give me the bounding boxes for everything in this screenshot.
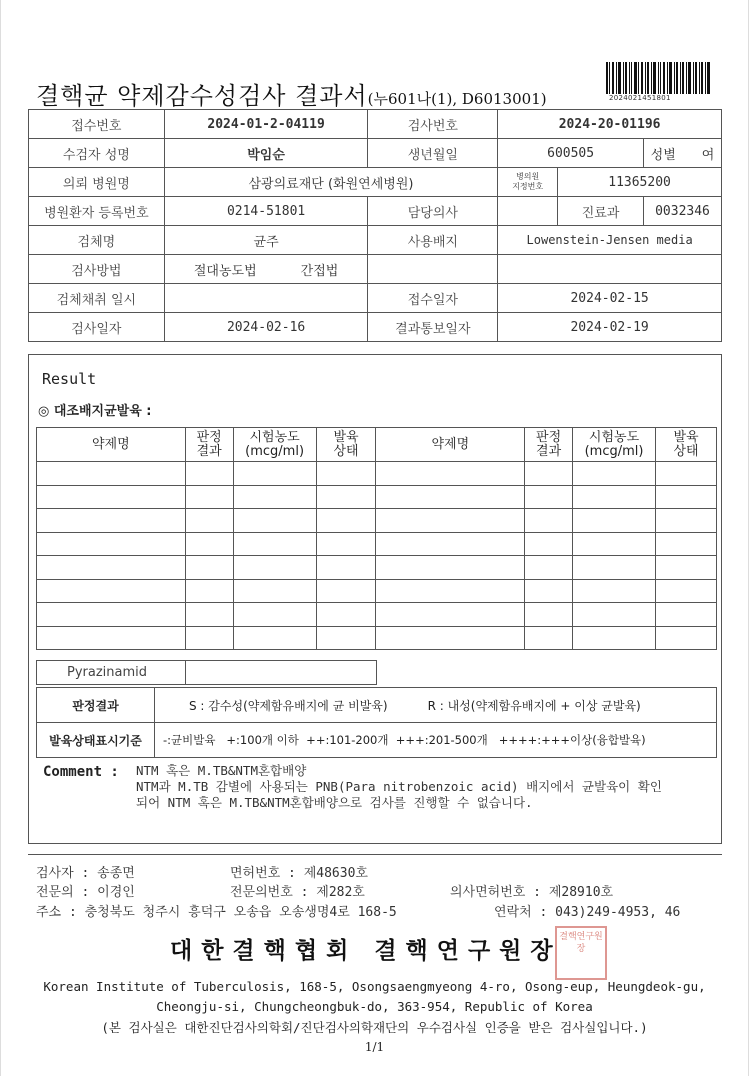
page-edge — [0, 0, 1, 1076]
specimen-value: 균주 — [164, 226, 368, 255]
drug-susceptibility-table — [36, 427, 717, 650]
header-drug: 약제명 — [376, 428, 525, 462]
barcode-number: 2024021451801 — [609, 94, 671, 102]
tester-license: 면허번호 : 제48630호 — [230, 866, 368, 881]
header-drug: 약제명 — [37, 428, 186, 462]
birth-date: 600505 — [498, 139, 644, 168]
receipt-no: 2024-01-2-04119 — [164, 110, 368, 139]
barcode — [606, 62, 712, 94]
hospital-name: 삼광의료재단 (화원연세병원) — [164, 168, 497, 197]
medium-label: 사용배지 — [368, 226, 498, 255]
doctor-license: 의사면허번호 : 제28910호 — [450, 885, 614, 900]
test-no-label: 검사번호 — [368, 110, 498, 139]
reg-no-label: 병원환자 등록번호 — [29, 197, 165, 226]
received-label: 접수일자 — [368, 284, 498, 313]
specialist-no: 전문의번호 : 제282호 — [230, 885, 365, 900]
official-seal: 결핵연구원장 — [555, 926, 607, 980]
legend-judge-text: S : 감수성(약제함유배지에 균 비발육) R : 내성(약제함유배지에 + 이상 균발육) — [155, 688, 717, 723]
header-conc: 시험농도 (mcg/ml) — [233, 428, 316, 462]
legend-table — [36, 687, 717, 758]
dept-value: 0032346 — [644, 197, 722, 226]
pyrazinamide-table — [36, 660, 377, 685]
address-en-2: Cheongju-si, Chungcheongbuk-do, 363-954, Republic of Korea — [156, 999, 593, 1014]
header-growth: 발육 상태 — [656, 428, 717, 462]
specialist: 전문의 : 이경인 — [36, 885, 135, 900]
dept-label: 진료과 — [558, 197, 644, 226]
header-growth: 발육 상태 — [316, 428, 376, 462]
contact: 연락처 : 043)249-4953, 46 — [494, 905, 681, 920]
birth-label: 생년월일 — [368, 139, 498, 168]
header-judge: 판정 결과 — [185, 428, 233, 462]
empty-cell — [498, 255, 722, 284]
method-label: 검사방법 — [29, 255, 165, 284]
sex-label: 성별 — [650, 147, 676, 163]
address-en-1: Korean Institute of Tuberculosis, 168-5, Osongsaengmyeong 4-ro, Osong-eup, Heungdeok-gu, — [43, 979, 706, 994]
table-row — [37, 485, 717, 509]
patient-name: 박임순 — [164, 139, 368, 168]
hospital-code-label: 병의원 지정번호 — [498, 168, 558, 197]
certification-note: (본 검사실은 대한진단검사의학회/진단검사의학재단의 우수검사실 인증을 받은 검사실입니다.) — [101, 1020, 648, 1035]
sex-cell — [644, 139, 722, 168]
empty-cell — [368, 255, 498, 284]
patient-info-table — [28, 109, 722, 342]
reg-no: 0214-51801 — [164, 197, 368, 226]
collect-label: 검체채취 일시 — [29, 284, 165, 313]
legend-judge-label: 판정결과 — [37, 688, 155, 723]
result-title: Result — [42, 370, 97, 388]
header-judge: 판정 결과 — [525, 428, 573, 462]
doctor-label: 담당의사 — [368, 197, 498, 226]
pyrazinamide-label: Pyrazinamid — [37, 661, 186, 685]
divider — [28, 854, 722, 855]
pyrazinamide-value — [185, 661, 376, 685]
table-row — [37, 532, 717, 556]
report-date-label: 결과통보일자 — [368, 313, 498, 342]
tester: 검사자 : 송종면 — [36, 866, 135, 881]
doctor-name — [498, 197, 558, 226]
comment-label: Comment : — [43, 764, 119, 780]
hospital-code: 11365200 — [558, 168, 722, 197]
table-row — [37, 462, 717, 486]
hospital-label: 의뢰 병원명 — [29, 168, 165, 197]
table-row — [37, 556, 717, 580]
table-row — [37, 626, 717, 650]
patient-name-label: 수검자 성명 — [29, 139, 165, 168]
legend-growth-label: 발육상태표시기준 — [37, 723, 155, 758]
medium-value: Lowenstein-Jensen media — [498, 226, 722, 255]
sex-value: 여 — [701, 147, 715, 163]
report-title: 결핵균 약제감수성검사 결과서(누601나(1), D6013001) — [36, 82, 547, 110]
control-growth-label: ◎ 대조배지균발육 : — [38, 404, 152, 419]
test-date: 2024-02-16 — [164, 313, 368, 342]
specimen-label: 검체명 — [29, 226, 165, 255]
table-row — [37, 603, 717, 627]
address: 주소 : 충청북도 청주시 흥덕구 오송읍 오송생명4로 168-5 — [36, 905, 397, 920]
receipt-no-label: 접수번호 — [29, 110, 165, 139]
report-date: 2024-02-19 — [498, 313, 722, 342]
table-row — [37, 579, 717, 603]
received-date: 2024-02-15 — [498, 284, 722, 313]
test-date-label: 검사일자 — [29, 313, 165, 342]
legend-growth-text: -:균비발육 +:100개 이하 ++:101-200개 +++:201-500개 ++++:+++이상(융합발육) — [155, 723, 717, 758]
table-row — [37, 509, 717, 533]
page-number: 1/1 — [364, 1040, 385, 1054]
organization-name: 대한결핵협회 결핵연구원장 — [170, 937, 562, 964]
test-no: 2024-20-01196 — [498, 110, 722, 139]
method-value: 절대농도법 간접법 — [164, 255, 368, 284]
comment-text: NTM 혹은 M.TB&NTM혼합배양 NTM과 M.TB 감별에 사용되는 PNB(Para nitrobenzoic acid) 배지에서 균발육이 확인 되어 NTM 혹은 M.TB&NTM혼합배양으로 검사를 진행할 수 없습니다. — [136, 763, 662, 810]
collect-value — [164, 284, 368, 313]
header-conc: 시험농도 (mcg/ml) — [573, 428, 656, 462]
